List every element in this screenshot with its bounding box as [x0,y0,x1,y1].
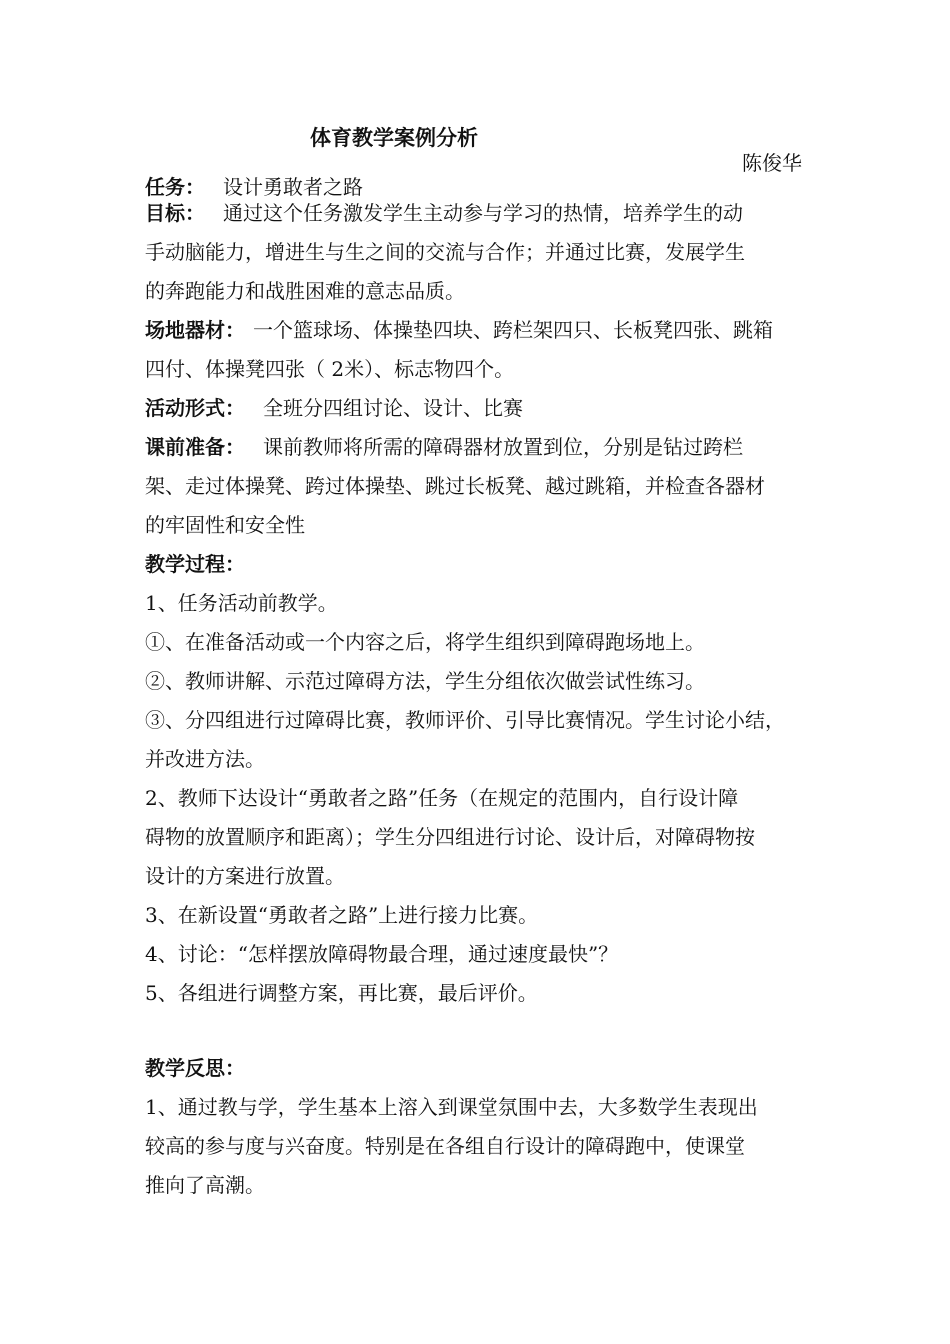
process-item-2-line-3: 设计的方案进行放置。 [145,864,345,888]
task-text: 设计勇敢者之路 [223,175,363,199]
document-title: 体育教学案例分析 [310,126,478,150]
task-line [145,174,817,200]
reflect-item-1-line-3: 推向了高潮。 [145,1173,265,1197]
document-author: 陈俊华 [742,151,802,175]
reflect-heading: 教学反思： [145,1056,245,1080]
form-text: 全班分四组讨论、设计、比赛 [263,396,523,420]
process-item-1b: ②、教师讲解、示范过障碍方法，学生分组依次做尝试性练习。 [145,669,705,693]
process-item-4: 4、讨论：“怎样摆放障碍物最合理，通过速度最快”？ [145,942,619,966]
process-item-3: 3、在新设置“勇敢者之路”上进行接力比赛。 [145,903,539,927]
process-item-5: 5、各组进行调整方案，再比赛，最后评价。 [145,981,538,1005]
process-heading: 教学过程： [145,552,245,576]
equip-line-2: 四付、体操凳四张（ 2米）、标志物四个。 [145,357,515,381]
prep-label: 课前准备： [145,435,245,459]
prep-line-1 [145,434,817,460]
process-item-2-line-1: 2、教师下达设计“勇敢者之路”任务（在规定的范围内，自行设计障 [145,786,739,810]
goal-label: 目标： [145,201,205,225]
goal-line-3: 的奔跑能力和战胜困难的意志品质。 [145,279,465,303]
equip-text-1: 一个篮球场、体操垫四块、跨栏架四只、长板凳四张、跳箱 [253,318,773,342]
goal-line-1 [145,200,817,226]
process-item-1c-line-1: ③、分四组进行过障碍比赛，教师评价、引导比赛情况。学生讨论小结， [145,708,785,732]
process-item-1c-line-2: 并改进方法。 [145,747,265,771]
equip-line-1 [145,317,817,343]
reflect-item-1-line-1: 1、通过教与学，学生基本上溶入到课堂氛围中去，大多数学生表现出 [145,1095,758,1119]
process-item-2-line-2: 碍物的放置顺序和距离）；学生分四组进行讨论、设计后，对障碍物按 [145,825,755,849]
process-item-1a: ①、在准备活动或一个内容之后，将学生组织到障碍跑场地上。 [145,630,705,654]
goal-text-1: 通过这个任务激发学生主动参与学习的热情，培养学生的动 [223,201,743,225]
goal-line-2: 手动脑能力，增进生与生之间的交流与合作；并通过比赛，发展学生 [145,240,745,264]
prep-line-2: 架、走过体操凳、跨过体操垫、跳过长板凳、越过跳箱，并检查各器材 [145,474,765,498]
process-item-1: 1、任务活动前教学。 [145,591,338,615]
reflect-item-1-line-2: 较高的参与度与兴奋度。特别是在各组自行设计的障碍跑中，使课堂 [145,1134,745,1158]
task-label: 任务： [145,175,205,199]
form-line [145,395,817,421]
prep-line-3: 的牢固性和安全性 [145,513,305,537]
form-label: 活动形式： [145,396,245,420]
equip-label: 场地器材： [145,318,245,342]
prep-text-1: 课前教师将所需的障碍器材放置到位，分别是钻过跨栏 [263,435,743,459]
